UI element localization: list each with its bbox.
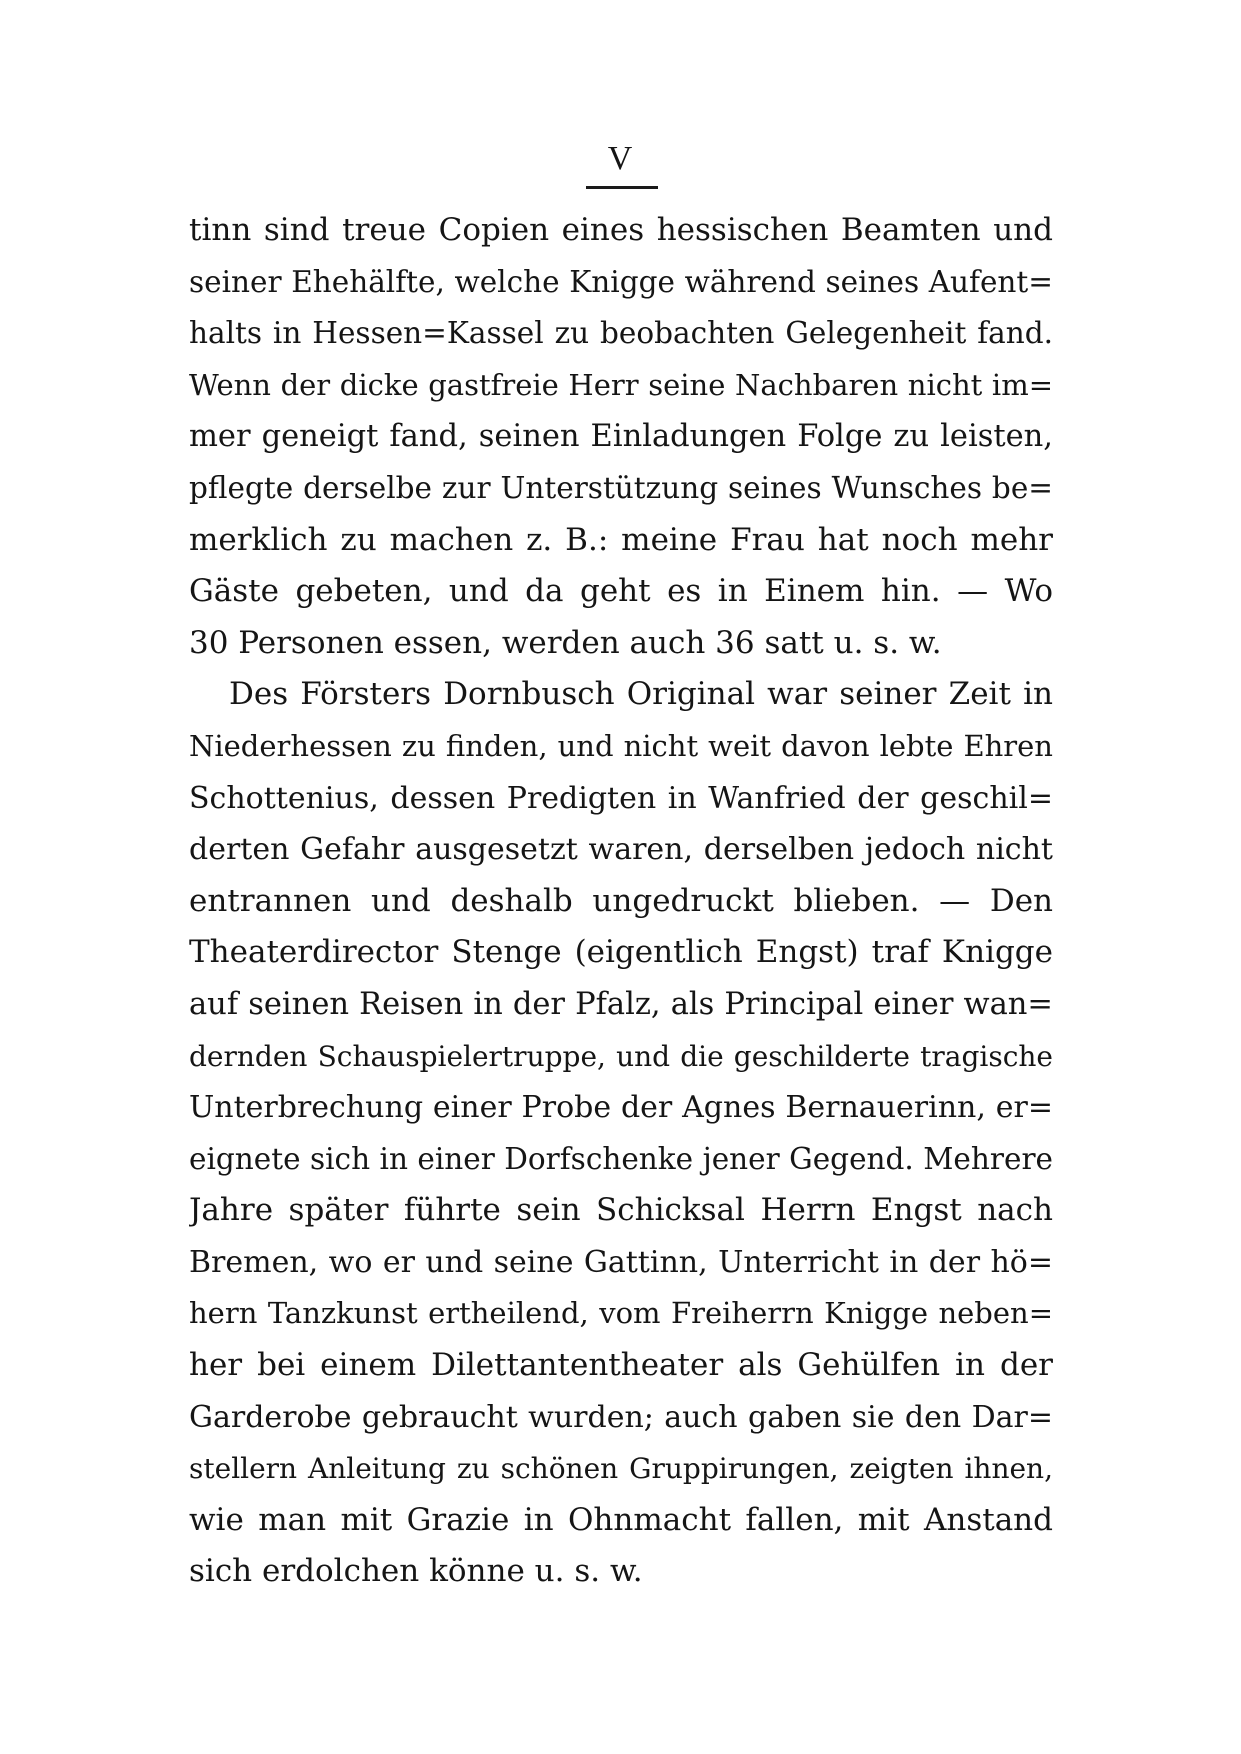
- text-line: stellern Anleitung zu schönen Gruppirungen, zeigten ihnen,: [189, 1452, 1053, 1486]
- text-line: wie man mit Grazie in Ohnmacht fallen, mit Anstand: [189, 1501, 1053, 1538]
- text-line: mer geneigt fand, seinen Einladungen Folge zu leisten,: [189, 419, 1053, 455]
- text-line: Niederhessen zu finden, und nicht weit davon lebte Ehren: [189, 728, 1053, 763]
- text-line: derten Gefahr ausgesetzt waren, derselben jedoch nicht: [189, 832, 1053, 868]
- text-line: Theaterdirector Stenge (eigentlich Engst) traf Knigge: [189, 934, 1053, 971]
- text-line: Garderobe gebraucht wurden; auch gaben sie den Dar=: [189, 1399, 1053, 1435]
- text-line: her bei einem Dilettantentheater als Gehülfen in der: [189, 1347, 1053, 1384]
- header-rule: [586, 186, 658, 189]
- text-line: entrannen und deshalb ungedruckt blieben. — Den: [189, 882, 1053, 919]
- text-line: Jahre später führte sein Schicksal Herrn Engst nach: [189, 1192, 1053, 1229]
- text-line: merklich zu machen z. B.: meine Frau hat noch mehr: [189, 521, 1053, 558]
- text-line: Bremen, wo er und seine Gattinn, Unterricht in der hö=: [189, 1244, 1053, 1280]
- text-line: Gäste gebeten, und da geht es in Einem hin. — Wo: [189, 573, 1053, 610]
- text-line: pflegte derselbe zur Unterstützung seines Wunsches be=: [189, 470, 1053, 505]
- text-line: halts in Hessen=Kassel zu beobachten Gelegenheit fand.: [189, 316, 1053, 351]
- text-line: dernden Schauspielertruppe, und die geschilderte tragische: [189, 1039, 1053, 1073]
- text-line: eignete sich in einer Dorfschenke jener Gegend. Mehrere: [189, 1141, 1053, 1176]
- text-line: auf seinen Reisen in der Pfalz, als Principal einer wan=: [189, 986, 1053, 1022]
- text-line: Unterbrechung einer Probe der Agnes Bernauerinn, er=: [189, 1090, 1053, 1126]
- text-line: Wenn der dicke gastfreie Herr seine Nachbaren nicht im=: [189, 367, 1053, 402]
- text-line: tinn sind treue Copien eines hessischen Beamten und: [189, 212, 1053, 248]
- text-line: seiner Ehehälfte, welche Knigge während seines Aufent=: [189, 264, 1053, 299]
- text-line: 30 Personen essen, werden auch 36 satt u. s. w.: [189, 624, 942, 661]
- body-text: [189, 205, 1053, 1598]
- text-line: hern Tanzkunst ertheilend, vom Freiherrn Knigge neben=: [189, 1296, 1053, 1331]
- text-line: Des Försters Dornbusch Original war seiner Zeit in: [229, 676, 1053, 713]
- text-line: Schottenius, dessen Predigten in Wanfried der geschil=: [189, 780, 1053, 816]
- page-number: V: [607, 140, 634, 177]
- text-line: sich erdolchen könne u. s. w.: [189, 1553, 643, 1590]
